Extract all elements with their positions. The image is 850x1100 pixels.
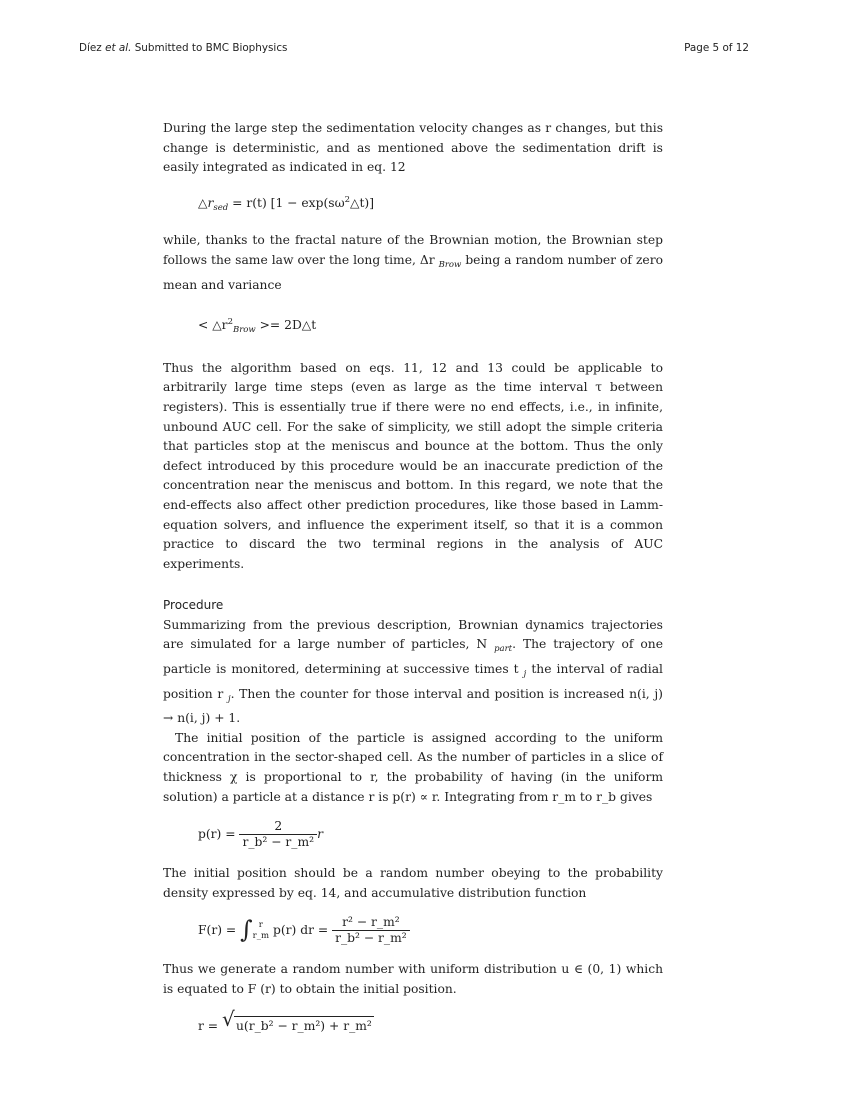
eq-p-fraction <box>239 819 317 850</box>
eq-F-limits <box>253 920 269 942</box>
header-page-number: Page 5 of 12 <box>684 42 749 54</box>
para2-text-b: being a random number of zero mean and variance <box>163 252 663 292</box>
header-etal: et al. <box>105 42 132 54</box>
paragraph-6: The initial position should be a random number obeying to the probability density expressed by eq. 14, and accumulative distribution function <box>163 866 663 900</box>
equation-r <box>198 1006 663 1037</box>
page-header <box>79 42 749 58</box>
paragraph-3: Thus the algorithm based on eqs. 11, 12 and 13 could be applicable to arbitrarily large time steps (even as large as the time interval τ between registers). This is essentially true if there were no end effects, i.e., in infinite, unbound AUC cell. For the sake of simplicity, we still adopt the simple criteria that particles stop at the meniscus and bounce at the bottom. Thus the only defect introduced by this procedure would be an inaccurate prediction of the concentration near the meniscus and bottom. In this regard, we note that the end-effects also affect other prediction procedures, like those based in Lamm-equation solvers, and influence the experiment itself, so that it is a common practice to discard the two terminal regions in the analysis of AUC experiments. <box>163 360 663 571</box>
header-journal: Submitted to BMC Biophysics <box>134 42 288 54</box>
eq-var-sub: Brow <box>232 325 256 336</box>
radical-icon: √ <box>222 1006 235 1031</box>
header-citation <box>79 42 287 54</box>
eq-F-denominator: r_b² − r_m² <box>335 931 407 946</box>
eq-var-sup: 2 <box>227 317 233 328</box>
equation-cdf <box>198 915 663 946</box>
eq-F-upper: r <box>258 919 263 930</box>
header-authors: Díez <box>79 42 102 54</box>
eq-sed-rhs-b: △t)] <box>350 195 375 210</box>
eq-F-lower: r_m <box>252 930 270 941</box>
page-body <box>163 119 663 1036</box>
paragraph-4 <box>163 616 663 729</box>
para4-text-a: Summarizing from the previous description, Brownian dynamics trajectories are simulated for a large number of particles, N <box>163 617 663 652</box>
eq-p-rhs: r <box>317 827 323 842</box>
para4-sub-part: part <box>494 644 513 655</box>
eq-var-lhs: < △r <box>198 318 228 333</box>
equation-p-of-r <box>198 819 663 850</box>
eq-F-lhs: F(r) = <box>198 923 237 938</box>
eq-sed-sup: 2 <box>344 194 351 205</box>
paragraph-2 <box>163 231 663 295</box>
eq-r-radicand: u(r_b² − r_m²) + r_m² <box>234 1016 374 1037</box>
equation-sed-drift <box>198 191 663 219</box>
equation-variance <box>198 313 663 341</box>
eq-sed-rhs-a: = r(t) [1 − exp(sω <box>232 195 345 210</box>
para2-text-a: while, thanks to the fractal nature of the Brownian motion, the Brownian step follows the same law over the long time, Δr <box>163 233 663 267</box>
eq-F-integral: ∫ <box>240 916 253 945</box>
eq-p-numerator: 2 <box>239 819 317 835</box>
sqrt-symbol <box>222 1006 374 1037</box>
para4-sub-j1: j <box>523 669 527 680</box>
para4-text-d: . Then the counter for those interval and position is increased n(i, j) → n(i, j) + 1. <box>163 686 663 726</box>
paragraph-5: The initial position of the particle is assigned according to the uniform concentration in the sector-shaped cell. As the number of particles in a slice of thickness χ is proportional to r, the probability of having (in the uniform solution) a particle at a distance r is p(r) ∝ r. Integrating from r_m to r_b gives <box>163 730 663 804</box>
para2-sub: Brow <box>438 259 462 270</box>
eq-F-fraction <box>332 915 410 946</box>
eq-var-rhs: >= 2D△t <box>259 318 317 333</box>
eq-p-lhs: p(r) = <box>198 827 236 842</box>
paragraph-7: Thus we generate a random number with uniform distribution u ∈ (0, 1) which is equated to F (r) to obtain the initial position. <box>163 962 663 996</box>
eq-sed-lhs: △r <box>198 195 214 210</box>
para4-text-c: the interval of radial position r <box>163 662 663 701</box>
eq-p-denominator: r_b² − r_m² <box>242 835 315 850</box>
para4-text-b: . The trajectory of one particle is monitored, determining at successive times t <box>163 637 664 677</box>
eq-r-lhs: r = <box>198 1018 219 1033</box>
paragraph-1: During the large step the sedimentation velocity changes as r changes, but this change is deterministic, and as mentioned above the sedimentation drift is easily integrated as indicated in eq. 12 <box>163 121 663 175</box>
eq-sed-sub: sed <box>213 202 229 213</box>
section-title-procedure: Procedure <box>163 598 224 613</box>
para4-sub-j2: j <box>227 693 231 704</box>
eq-F-integrand: p(r) dr = <box>272 923 329 938</box>
eq-F-numerator: r² − r_m² <box>332 915 410 931</box>
